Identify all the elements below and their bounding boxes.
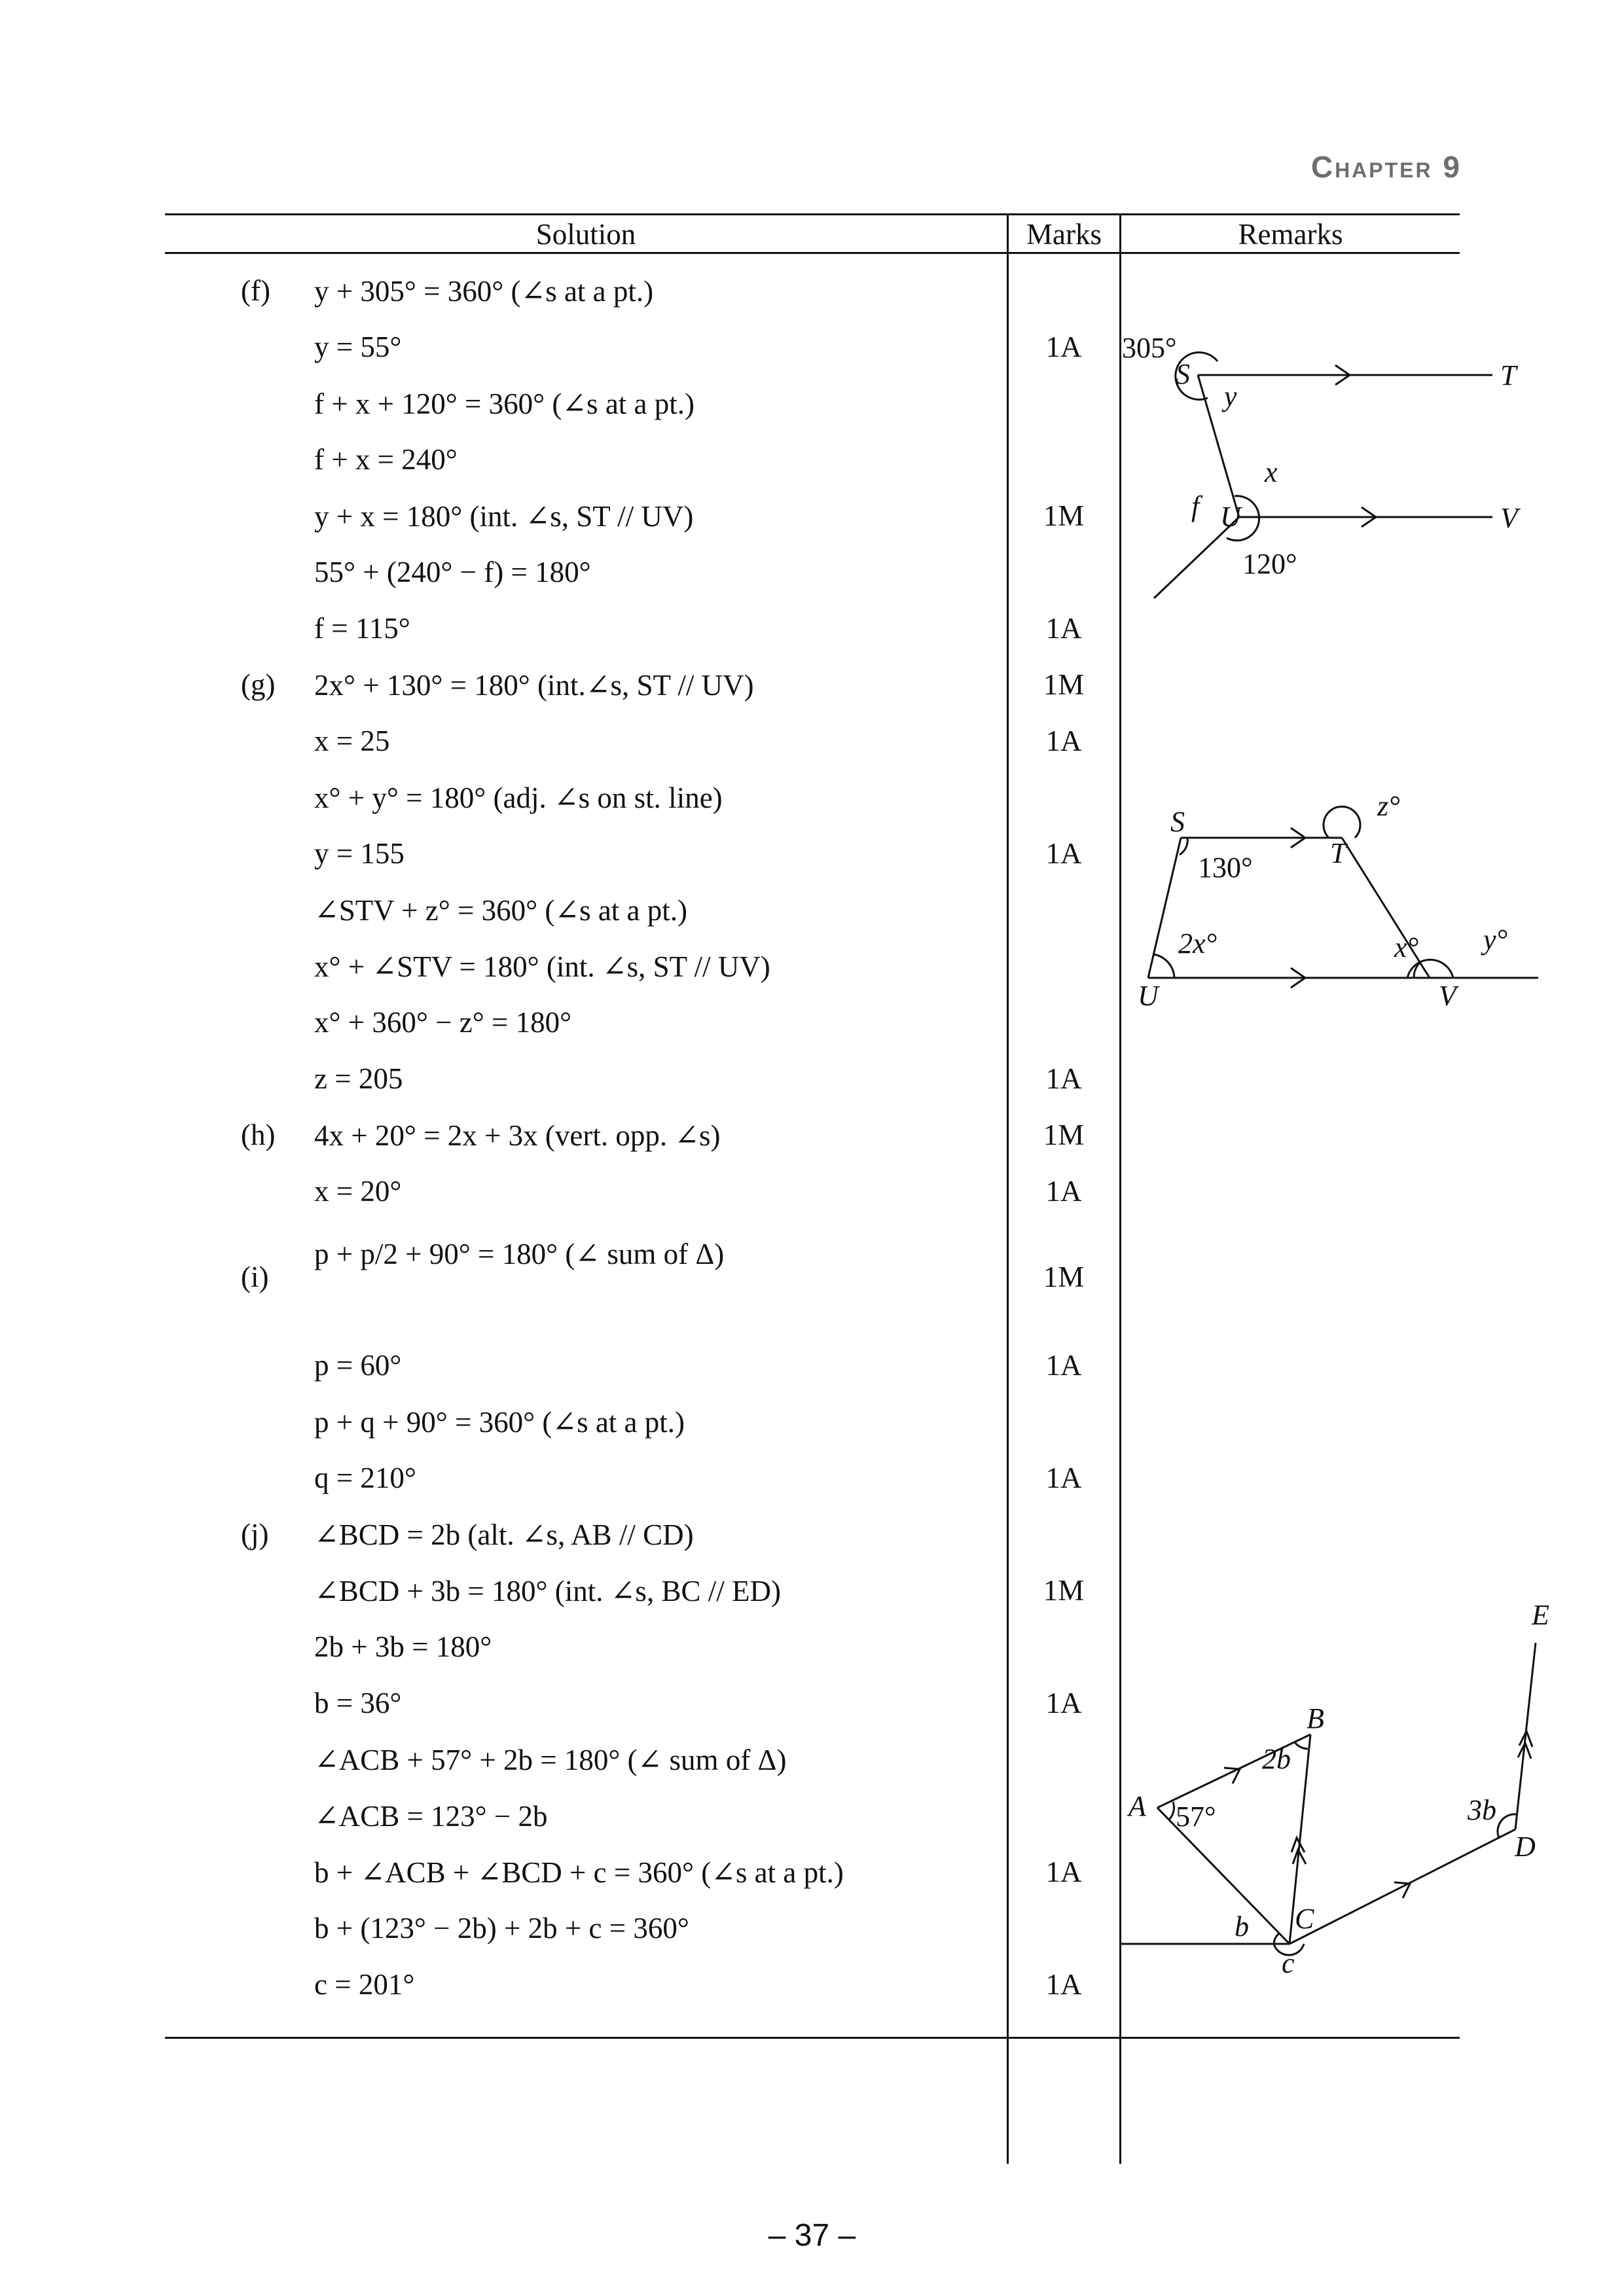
angle-2x-label: 2x° bbox=[1178, 927, 1218, 960]
mark: 1M bbox=[1043, 1574, 1085, 1607]
angle-2b-label: 2b bbox=[1262, 1743, 1291, 1775]
angle-120-label: 120° bbox=[1242, 548, 1297, 580]
point-V-label: V bbox=[1500, 502, 1518, 534]
page-number: – 37 – bbox=[768, 2218, 856, 2253]
equation: y = 55° bbox=[314, 331, 402, 363]
equation: f + x = 240° bbox=[314, 443, 458, 476]
equation: x° + ∠STV = 180° (int. ∠s, ST // UV) bbox=[314, 950, 770, 983]
equation: 2x° + 130° = 180° (int.∠s, ST // UV) bbox=[314, 669, 754, 702]
point-T-label: T bbox=[1330, 837, 1346, 869]
part-label: (g) bbox=[241, 668, 276, 701]
equation: x = 25 bbox=[314, 725, 390, 757]
angle-y-label: y bbox=[1224, 380, 1237, 412]
equation: q = 210° bbox=[314, 1462, 416, 1494]
angle-y-label: y° bbox=[1483, 924, 1508, 956]
equation: ∠ACB = 123° − 2b bbox=[314, 1800, 548, 1833]
solution-row bbox=[0, 668, 1624, 724]
equation: f + x + 120° = 360° (∠s at a pt.) bbox=[314, 387, 695, 420]
mark: 1M bbox=[1043, 668, 1085, 701]
equation: b + ∠ACB + ∠BCD + c = 360° (∠s at a pt.) bbox=[314, 1856, 844, 1889]
equation: y + x = 180° (int. ∠s, ST // UV) bbox=[314, 500, 694, 533]
solution-row bbox=[0, 1118, 1624, 1174]
angle-57-label: 57° bbox=[1176, 1801, 1216, 1833]
equation: 4x + 20° = 2x + 3x (vert. opp. ∠s) bbox=[314, 1119, 721, 1152]
point-B-label: B bbox=[1307, 1702, 1324, 1734]
point-E-label: E bbox=[1532, 1599, 1549, 1631]
angle-z-label: z° bbox=[1377, 790, 1400, 822]
point-U-label: U bbox=[1138, 980, 1159, 1012]
angle-x-label: x° bbox=[1394, 931, 1419, 963]
equation: ∠ACB + 57° + 2b = 180° (∠ sum of Δ) bbox=[314, 1744, 787, 1776]
equation: p + q + 90° = 360° (∠s at a pt.) bbox=[314, 1406, 685, 1439]
marks-header: Marks bbox=[1026, 218, 1102, 251]
point-C-label: C bbox=[1295, 1903, 1314, 1935]
equation: b = 36° bbox=[314, 1687, 402, 1719]
figure-j-parallel-lines bbox=[1119, 1597, 1578, 1990]
part-label: (j) bbox=[241, 1518, 269, 1551]
equation: p = 60° bbox=[314, 1349, 402, 1382]
mark: 1A bbox=[1045, 1349, 1082, 1382]
point-U-label: U bbox=[1220, 501, 1241, 533]
solution-row bbox=[0, 1238, 1624, 1316]
solution-row bbox=[0, 1517, 1624, 1573]
mark: 1M bbox=[1043, 499, 1085, 532]
mark: 1A bbox=[1045, 1856, 1082, 1888]
equation: p + p/2 + 90° = 180° (∠ sum of Δ) bbox=[314, 1238, 725, 1270]
table-top-rule bbox=[165, 213, 1460, 215]
point-V-label: V bbox=[1439, 980, 1456, 1012]
point-S-label: S bbox=[1170, 806, 1185, 838]
table-header-rule bbox=[165, 252, 1460, 254]
figure-f-parallel-lines bbox=[1119, 321, 1551, 622]
equation: x = 20° bbox=[314, 1175, 402, 1208]
solution-row bbox=[0, 1348, 1624, 1405]
equation: f = 115° bbox=[314, 612, 410, 645]
equation: c = 201° bbox=[314, 1968, 415, 2001]
equation: y + 305° = 360° (∠s at a pt.) bbox=[314, 275, 654, 308]
angle-b-label: b bbox=[1235, 1910, 1249, 1943]
equation: z = 205 bbox=[314, 1062, 403, 1095]
solution-row bbox=[0, 1062, 1624, 1118]
solution-row bbox=[0, 1461, 1624, 1517]
mark: 1A bbox=[1045, 612, 1082, 645]
mark: 1A bbox=[1045, 837, 1082, 870]
angle-f-label: f bbox=[1191, 490, 1200, 522]
equation: 2b + 3b = 180° bbox=[314, 1630, 492, 1663]
solution-row bbox=[0, 1405, 1624, 1461]
equation: ∠BCD = 2b (alt. ∠s, AB // CD) bbox=[314, 1518, 694, 1551]
equation: ∠STV + z° = 360° (∠s at a pt.) bbox=[314, 894, 688, 927]
mark: 1A bbox=[1045, 1062, 1082, 1095]
mark: 1A bbox=[1045, 1462, 1082, 1494]
point-D-label: D bbox=[1515, 1831, 1536, 1863]
solution-row bbox=[0, 1174, 1624, 1230]
chapter-heading: Chapter 9 bbox=[1310, 150, 1462, 184]
mark: 1A bbox=[1045, 331, 1082, 363]
mark: 1M bbox=[1043, 1119, 1085, 1151]
part-label: (i) bbox=[241, 1261, 269, 1293]
angle-130-label: 130° bbox=[1198, 852, 1253, 884]
point-S-label: S bbox=[1176, 358, 1190, 390]
angle-c-label: c bbox=[1282, 1947, 1295, 1979]
equation: ∠BCD + 3b = 180° (int. ∠s, BC // ED) bbox=[314, 1575, 781, 1607]
solution-header: Solution bbox=[535, 218, 636, 251]
point-A-label: A bbox=[1128, 1790, 1146, 1822]
part-label: (h) bbox=[241, 1119, 276, 1151]
angle-305-label: 305° bbox=[1122, 332, 1177, 364]
table-bottom-rule bbox=[165, 2037, 1460, 2039]
remarks-header: Remarks bbox=[1238, 218, 1343, 251]
mark: 1A bbox=[1045, 1175, 1082, 1208]
equation: x° + y° = 180° (adj. ∠s on st. line) bbox=[314, 781, 723, 814]
mark: 1A bbox=[1045, 1968, 1082, 2001]
part-label: (f) bbox=[241, 274, 270, 307]
angle-x-label: x bbox=[1265, 456, 1278, 488]
mark: 1M bbox=[1043, 1261, 1085, 1293]
mark: 1A bbox=[1045, 1687, 1082, 1719]
mark: 1A bbox=[1045, 725, 1082, 757]
equation: y = 155 bbox=[314, 837, 405, 870]
point-T-label: T bbox=[1500, 359, 1517, 391]
equation: x° + 360° − z° = 180° bbox=[314, 1006, 572, 1039]
equation: b + (123° − 2b) + 2b + c = 360° bbox=[314, 1912, 689, 1945]
solution-row bbox=[0, 724, 1624, 780]
equation: 55° + (240° − f) = 180° bbox=[314, 556, 591, 588]
angle-3b-label: 3b bbox=[1468, 1794, 1496, 1826]
figure-g-trapezium bbox=[1119, 779, 1551, 1028]
